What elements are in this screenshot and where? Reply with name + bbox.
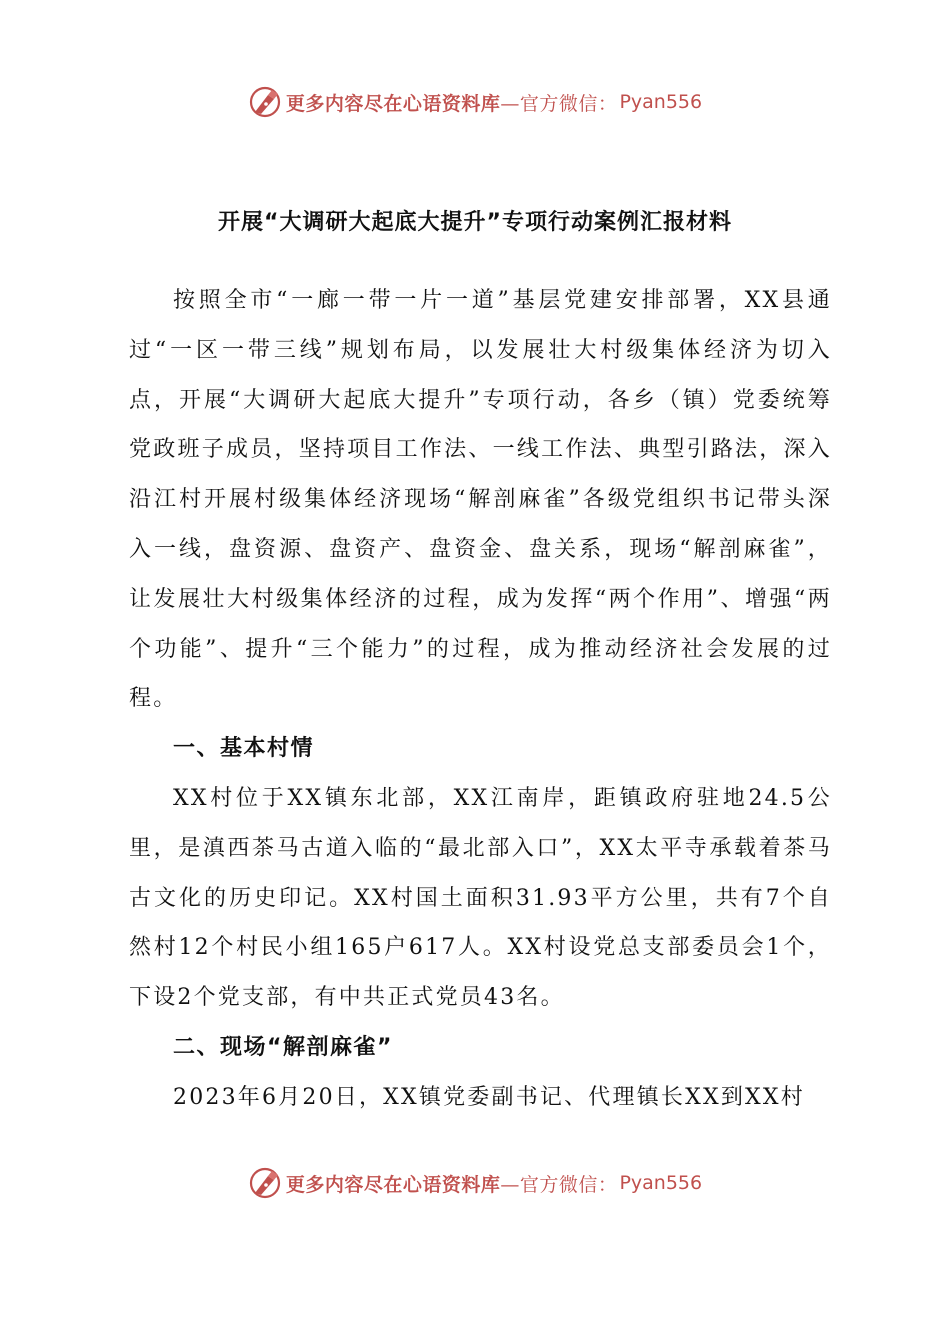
document-title: 开展“大调研大起底大提升”专项行动案例汇报材料 bbox=[218, 210, 732, 235]
pen-nib-logo-icon bbox=[248, 85, 282, 119]
watermark-wechat-id: Pyan556 bbox=[619, 1172, 703, 1194]
pen-nib-logo-icon bbox=[248, 1166, 282, 1200]
document-body bbox=[129, 276, 832, 1123]
section-heading-basic-info: 一、基本村情 bbox=[173, 736, 315, 762]
header-watermark bbox=[0, 82, 950, 122]
basic-info-paragraph: XX村位于XX镇东北部，XX江南岸，距镇政府驻地24.5公里，是滇西茶马古道入临的“最北部入口”，XX太平寺承载着茶马古文化的历史印记。XX村国土面积31.93平方公里，共有7个自然村12个村民小组165户617人。XX村设党总支部委员会1个，下设2个党支部，有中共正式党员43名。 bbox=[129, 785, 832, 1011]
watermark-text: 更多内容尽在心语资料库—官方微信： bbox=[285, 1173, 618, 1196]
intro-paragraph: 按照全市“一廊一带一片一道”基层党建安排部署，XX县通过“一区一带三线”规划布局，以发展壮大村级集体经济为切入点，开展“大调研大起底大提升”专项行动，各乡（镇）党委统筹党政班子成员，坚持项目工作法、一线工作法、典型引路法，深入沿江村开展村级集体经济现场“解剖麻雀”各级党组织书记带头深入一线，盘资源、盘资产、盘资金、盘关系，现场“解剖麻雀”，让发展壮大村级集体经济的过程，成为发挥“两个作用”、增强“两个功能”、提升“三个能力”的过程，成为推动经济社会发展的过程。 bbox=[129, 288, 832, 712]
field-analysis-paragraph: 2023年6月20日，XX镇党委副书记、代理镇长XX到XX村 bbox=[173, 1084, 805, 1110]
section-heading-field-analysis: 二、现场“解剖麻雀” bbox=[173, 1034, 393, 1060]
footer-watermark bbox=[0, 1163, 950, 1203]
watermark-wechat-id: Pyan556 bbox=[619, 91, 703, 113]
watermark-text: 更多内容尽在心语资料库—官方微信： bbox=[285, 92, 618, 115]
